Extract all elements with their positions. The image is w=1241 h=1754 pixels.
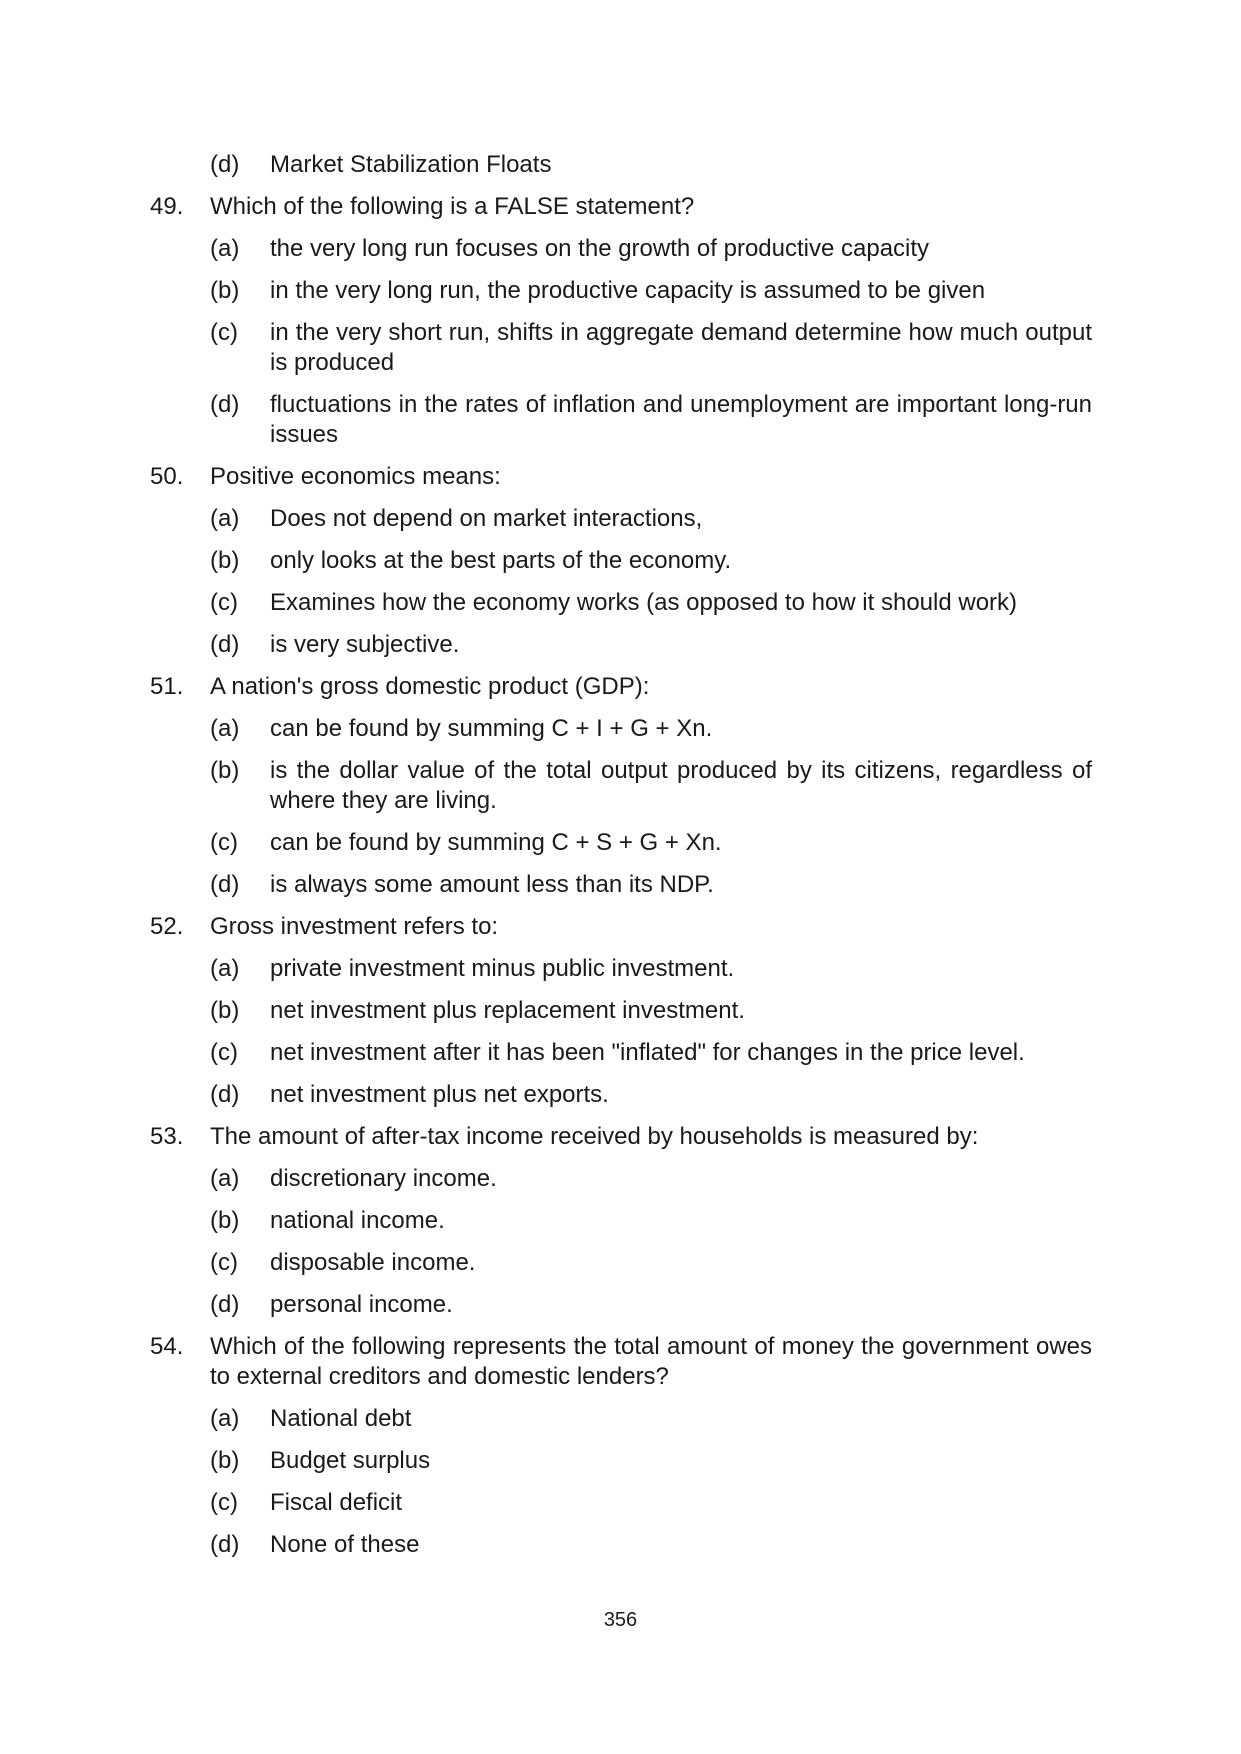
carryover-option	[150, 150, 1092, 180]
option-row	[150, 714, 1092, 744]
option-text: Examines how the economy works (as opposed to how it should work)	[270, 589, 1018, 616]
option-label: (d)	[210, 1291, 240, 1318]
question-list	[150, 150, 1092, 1572]
option-label: (b)	[210, 997, 240, 1024]
option-text: personal income.	[270, 1291, 453, 1318]
option-text: Fiscal deficit	[270, 1489, 403, 1516]
option-label: (d)	[210, 871, 240, 898]
option-row	[150, 318, 1092, 378]
option-row	[150, 588, 1092, 618]
questions-container	[150, 192, 1092, 1560]
option-row	[150, 996, 1092, 1026]
option-label: (c)	[210, 829, 238, 856]
option-text: Does not depend on market interactions,	[270, 505, 703, 532]
option-row	[150, 1530, 1092, 1560]
option-row	[150, 504, 1092, 534]
question-52	[150, 912, 1092, 1110]
question-text: Which of the following represents the total amount of money the government owes to external creditors and domestic lenders?	[210, 1333, 1092, 1390]
option-text: fluctuations in the rates of inflation and unemployment are important long-run issues	[270, 391, 1092, 448]
option-text: National debt	[270, 1405, 412, 1432]
option-text: disposable income.	[270, 1249, 476, 1276]
option-row	[150, 630, 1092, 660]
option-text: net investment plus net exports.	[270, 1081, 609, 1108]
option-label: (b)	[210, 757, 240, 784]
option-label: (b)	[210, 547, 240, 574]
question-text: Which of the following is a FALSE statement?	[210, 193, 695, 220]
question-number: 52.	[150, 913, 184, 940]
option-text: national income.	[270, 1207, 445, 1234]
question-row	[150, 192, 1092, 222]
option-text: in the very long run, the productive capacity is assumed to be given	[270, 277, 986, 304]
question-text: Positive economics means:	[210, 463, 501, 490]
option-label: (a)	[210, 235, 240, 262]
option-text: net investment after it has been "inflated" for changes in the price level.	[270, 1039, 1025, 1066]
option-text: discretionary income.	[270, 1165, 497, 1192]
option-label: (b)	[210, 277, 240, 304]
option-label: (c)	[210, 1249, 238, 1276]
option-text: can be found by summing C + I + G + Xn.	[270, 715, 713, 742]
option-label: (a)	[210, 715, 240, 742]
option-text: net investment plus replacement investment.	[270, 997, 745, 1024]
option-text: None of these	[270, 1531, 420, 1558]
option-text: is very subjective.	[270, 631, 460, 658]
option-label: (c)	[210, 319, 238, 346]
option-text: is the dollar value of the total output produced by its citizens, regardless of where they are living.	[270, 757, 1092, 814]
option-row	[150, 954, 1092, 984]
option-label: (d)	[210, 391, 240, 418]
option-label: (a)	[210, 955, 240, 982]
question-51	[150, 672, 1092, 900]
option-row	[150, 390, 1092, 450]
page-number: 356	[603, 1609, 638, 1631]
question-row	[150, 462, 1092, 492]
option-row	[150, 828, 1092, 858]
option-row	[150, 1488, 1092, 1518]
option-label: (b)	[210, 1447, 240, 1474]
option-label: (d)	[210, 1531, 240, 1558]
question-50	[150, 462, 1092, 660]
option-row	[150, 234, 1092, 264]
question-row	[150, 672, 1092, 702]
option-row	[150, 1038, 1092, 1068]
question-number: 54.	[150, 1333, 184, 1360]
option-text: private investment minus public investment.	[270, 955, 735, 982]
option-row	[150, 870, 1092, 900]
option-text: the very long run focuses on the growth of productive capacity	[270, 235, 930, 262]
question-53	[150, 1122, 1092, 1320]
question-number: 53.	[150, 1123, 184, 1150]
option-row	[150, 1080, 1092, 1110]
question-row	[150, 1122, 1092, 1152]
option-text: Budget surplus	[270, 1447, 431, 1474]
question-text: Gross investment refers to:	[210, 913, 499, 940]
option-label: (d)	[210, 151, 240, 178]
option-label: (a)	[210, 1165, 240, 1192]
option-text: is always some amount less than its NDP.	[270, 871, 714, 898]
option-row	[150, 1206, 1092, 1236]
option-row	[150, 276, 1092, 306]
option-row	[150, 1164, 1092, 1194]
option-label: (a)	[210, 505, 240, 532]
question-number: 50.	[150, 463, 184, 490]
question-number: 49.	[150, 193, 184, 220]
option-row	[150, 546, 1092, 576]
question-row	[150, 1332, 1092, 1392]
option-row	[150, 1290, 1092, 1320]
option-label: (d)	[210, 1081, 240, 1108]
option-label: (c)	[210, 1489, 238, 1516]
option-label: (c)	[210, 1039, 238, 1066]
option-text: can be found by summing C + S + G + Xn.	[270, 829, 722, 856]
option-text: in the very short run, shifts in aggregate demand determine how much output is produced	[270, 319, 1092, 376]
option-text: Market Stabilization Floats	[270, 151, 552, 178]
option-label: (b)	[210, 1207, 240, 1234]
question-text: A nation's gross domestic product (GDP):	[210, 673, 650, 700]
question-49	[150, 192, 1092, 450]
option-row	[150, 1404, 1092, 1434]
option-row	[150, 1248, 1092, 1278]
question-54	[150, 1332, 1092, 1560]
option-row	[150, 1446, 1092, 1476]
question-row	[150, 912, 1092, 942]
option-row	[150, 756, 1092, 816]
question-number: 51.	[150, 673, 184, 700]
question-text: The amount of after-tax income received by households is measured by:	[210, 1123, 979, 1150]
option-text: only looks at the best parts of the economy.	[270, 547, 732, 574]
option-label: (a)	[210, 1405, 240, 1432]
option-label: (d)	[210, 631, 240, 658]
option-label: (c)	[210, 589, 238, 616]
